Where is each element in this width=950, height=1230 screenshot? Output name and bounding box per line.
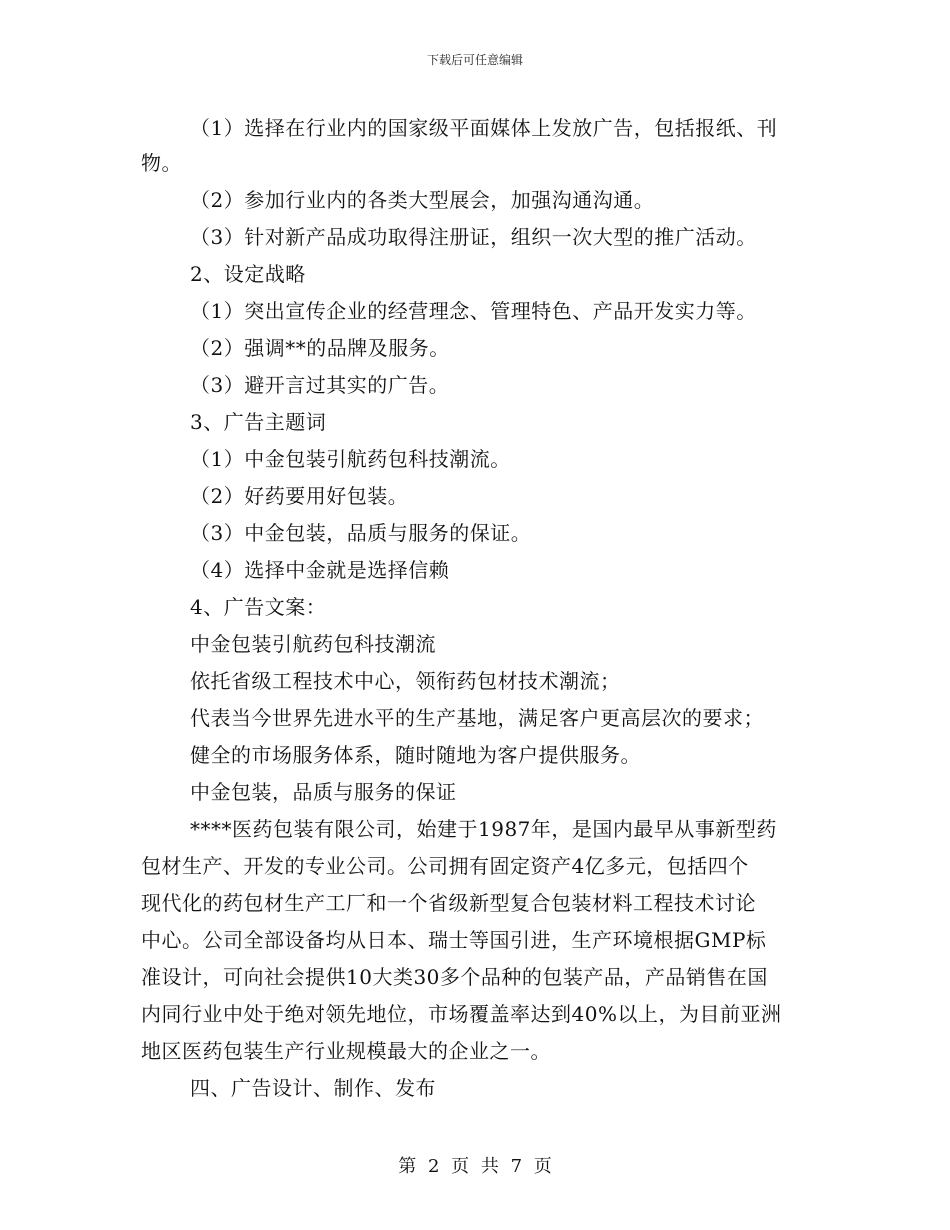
list-item: （3）中金包装，品质与服务的保证。 <box>190 521 532 545</box>
paragraph-line: 地区医药包装生产行业规模最大的企业之一。 <box>141 1039 551 1063</box>
ad-copy-line: 代表当今世界先进水平的生产基地，满足客户更高层次的要求； <box>190 706 764 730</box>
ad-copy-line: 依托省级工程技术中心，领衔药包材技术潮流； <box>190 669 621 693</box>
ad-copy-line: 中金包装，品质与服务的保证 <box>190 780 457 804</box>
list-item: （1）选择在行业内的国家级平面媒体上发放广告，包括报纸、刊 <box>190 116 778 140</box>
paragraph-line: 包材生产、开发的专业公司。公司拥有固定资产4亿多元，包括四个 <box>141 854 749 878</box>
paragraph-line: 现代化的药包材生产工厂和一个省级新型复合包装材料工程技术讨论 <box>141 891 756 915</box>
list-item: （4）选择中金就是选择信赖 <box>190 558 450 582</box>
paragraph-line: 物。 <box>141 151 182 175</box>
section-heading: 3、广告主题词 <box>190 410 327 434</box>
list-item: （1）突出宣传企业的经营理念、管理特色、产品开发实力等。 <box>190 299 757 323</box>
paragraph-line: 准设计，可向社会提供10大类30多个品种的包装产品，产品销售在国 <box>141 965 768 989</box>
list-item: （1）中金包装引航药包科技潮流。 <box>190 447 511 471</box>
ad-copy-line: 健全的市场服务体系，随时随地为客户提供服务。 <box>190 743 641 767</box>
section-heading: 四、广告设计、制作、发布 <box>190 1076 436 1100</box>
page-number: 第 2 页 共 7 页 <box>398 1156 552 1177</box>
paragraph-line: 内同行业中处于绝对领先地位，市场覆盖率达到40%以上，为目前亚洲 <box>141 1002 782 1026</box>
list-item: （2）参加行业内的各类大型展会，加强沟通沟通。 <box>190 188 655 212</box>
list-item: （2）强调**的品牌及服务。 <box>190 336 450 360</box>
paragraph-line: 中心。公司全部设备均从日本、瑞士等国引进，生产环境根据GMP标 <box>141 928 767 952</box>
list-item: （2）好药要用好包装。 <box>190 484 409 508</box>
list-item: （3）针对新产品成功取得注册证，组织一次大型的推广活动。 <box>190 225 757 249</box>
ad-copy-title: 中金包装引航药包科技潮流 <box>190 632 436 656</box>
paragraph-line: ****医药包装有限公司，始建于1987年，是国内最早从事新型药 <box>190 817 777 841</box>
section-heading: 2、设定战略 <box>190 262 306 286</box>
page-header: 下载后可任意编辑 <box>426 53 523 67</box>
section-heading: 4、广告文案： <box>190 595 327 619</box>
list-item: （3）避开言过其实的广告。 <box>190 373 450 397</box>
